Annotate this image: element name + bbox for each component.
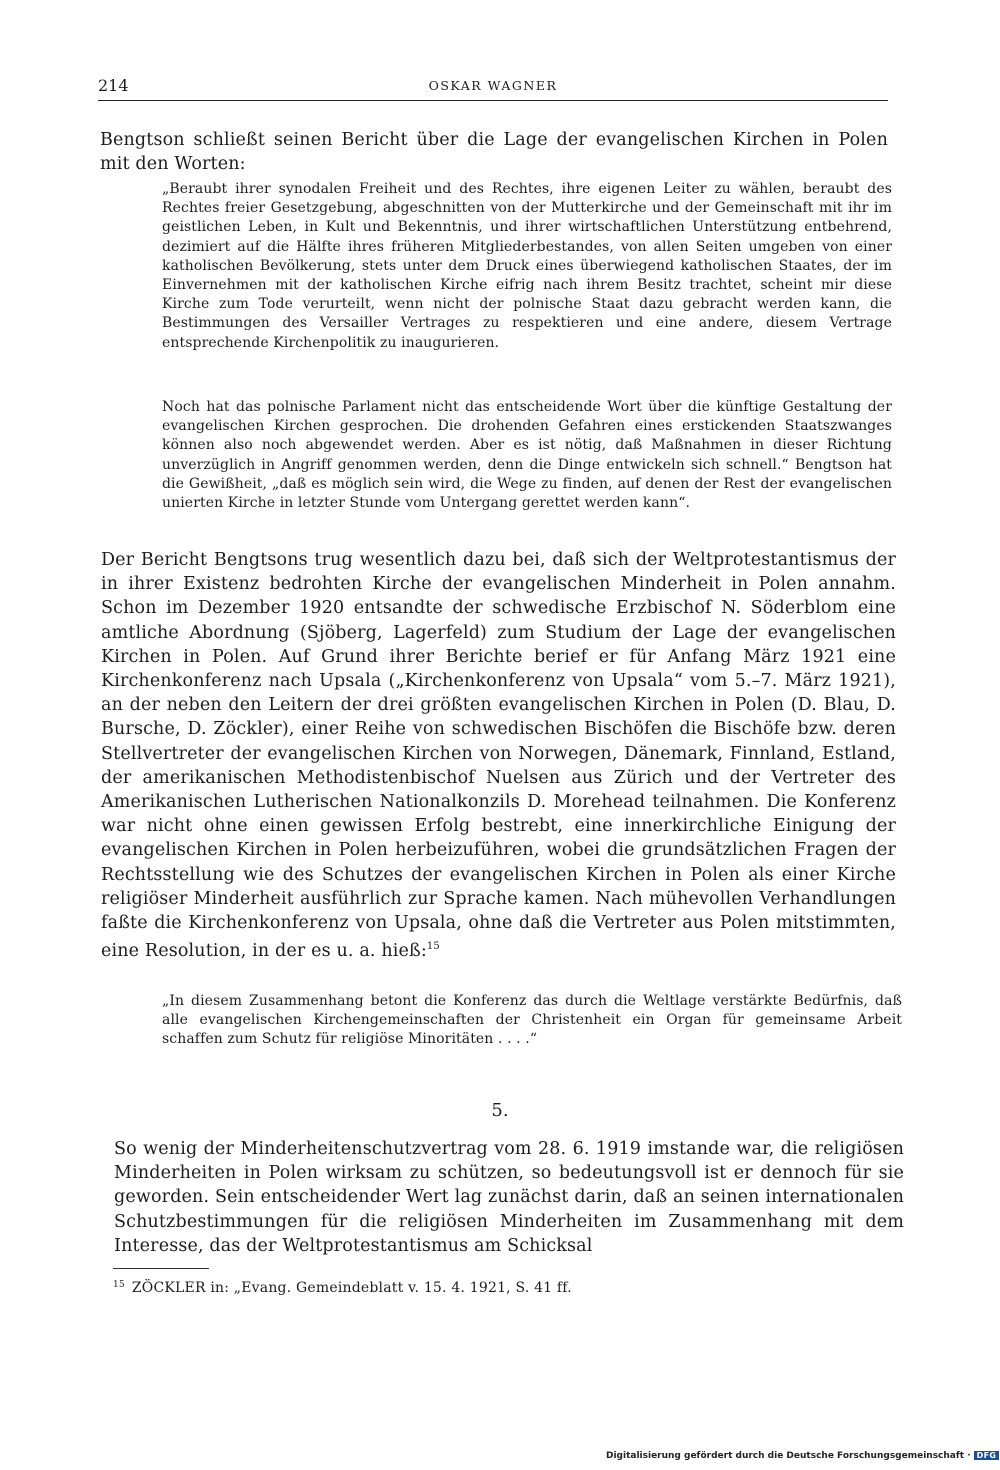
footnote-reference: 15 [426, 941, 440, 953]
credit-text: Digitalisierung gefördert durch die Deutsche Forschungsgemeinschaft · [606, 1451, 971, 1461]
block-quote-bengtson-2: Noch hat das polnische Parlament nicht das entscheidende Wort über die künftige Gestaltung der evangelischen Kirchen gesprochen. Die drohenden Gefahren eines erstickenden Staatszwanges können also noch abgewendet werden. Aber es ist nötig, daß Maßnahmen in dieser Richtung unverzüglich in Angriff genommen werden, denn die Dinge entwickeln sich schnell.“ Bengtson hat die Gewißheit, „daß es möglich sein wird, die Wege zu finden, auf denen der Rest der evangelischen unierten Kirche in letzter Stunde vom Untergang gerettet werden kann“. [162, 399, 892, 512]
block-quote-bengtson-1: „Beraubt ihrer synodalen Freiheit und des Rechtes, ihre eigenen Leiter zu wählen, beraubt des Rechtes freier Gesetzgebung, abgeschnitten von der Mutterkirche und der Gemeinschaft mit ihr im geistlichen Leben, in Kult und Bekenntnis, und ihrer wirtschaftlichen Unterstützung entbehrend, dezimiert auf die Hälfte ihres früheren Mitgliederbestandes, von allen Seiten umgeben von einer katholischen Bevölkerung, stets unter dem Druck eines überwiegend katholischen Staates, der im Einvernehmen mit der katholischen Kirche eifrig nach ihrem Besitz trachtet, scheint mir diese Kirche zum Tode verurteilt, wenn nicht der polnische Staat dazu gebracht werden kann, die Bestimmungen des Versailler Vertrages zu respektieren und eine andere, diesem Vertrage entsprechende Kirchenpolitik zu inaugurieren. [162, 181, 892, 351]
digitization-credit [606, 1451, 999, 1461]
footnote-text: ZÖCKLER in: „Evang. Gemeindeblatt v. 15. 4. 1921, S. 41 ff. [131, 1280, 572, 1296]
main-paragraph [101, 548, 896, 963]
section-number: 5. [491, 1100, 509, 1121]
intro-paragraph: Bengtson schließt seinen Bericht über die Lage der evangelischen Kirchen in Polen mit den Worten: [100, 130, 888, 175]
page-header [98, 74, 888, 101]
running-head: OSKAR WAGNER [428, 78, 558, 93]
footnote-number: 15 [113, 1280, 125, 1290]
page-number: 214 [98, 76, 129, 95]
main-paragraph-text: Der Bericht Bengtsons trug wesentlich dazu bei, daß sich der Weltprotestantismus der in ihrer Existenz bedrohten Kirche der evangelischen Minderheit in Polen annahm. Schon im Dezember 1920 entsandte der schwedische Erzbischof N. Söderblom eine amtliche Abordnung (Sjöberg, Lagerfeld) zum Studium der Lage der evangelischen Kirchen in Polen. Auf Grund ihrer Berichte berief er für Anfang März 1921 eine Kirchenkonferenz nach Upsala („Kirchenkonferenz von Upsala“ vom 5.–7. März 1921), an der neben den Leitern der drei größten evangelischen Kirchen in Polen (D. Blau, D. Bursche, D. Zöckler), einer Reihe von schwedischen Bischöfen die Bischöfe bzw. deren Stellvertreter der evangelischen Kirchen von Norwegen, Dänemark, Finnland, Estland, der amerikanischen Methodistenbischof Nuelsen aus Zürich und der Vertreter des Amerikanischen Lutherischen Nationalkonzils D. Morehead teilnahmen. Die Konferenz war nicht ohne einen gewissen Erfolg bestrebt, eine innerkirchliche Einigung der evangelischen Kirchen in Polen herbeizuführen, wobei die grundsätzlichen Fragen der Rechtsstellung wie des Schutzes der evangelischen Kirchen in Polen als einer Kirche religiöser Minderheit ausführlich zur Sprache kamen. Nach mühevollen Verhandlungen faßte die Kirchenkonferenz von Upsala, ohne daß die Vertreter aus Polen mitstimmten, eine Resolution, in der es u. a. hieß: [101, 550, 896, 962]
section-5-paragraph: So wenig der Minderheitenschutzvertrag vom 28. 6. 1919 imstande war, die religiösen Minderheiten in Polen wirksam zu schützen, so bedeutungsvoll ist er dennoch für sie geworden. Sein entscheidender Wert lag zunächst darin, daß an seinen internationalen Schutzbestimmungen für die religiösen Minderheiten im Zusammenhang mit dem Interesse, das der Weltprotestantismus am Schicksal [114, 1139, 904, 1256]
block-quote-resolution: „In diesem Zusammenhang betont die Konferenz das durch die Weltlage verstärkte Bedürfnis, daß alle evangelischen Kirchengemeinschaften der Christenheit ein Organ für gemeinsame Arbeit schaffen zum Schutz für religiöse Minoritäten . . . .“ [162, 993, 902, 1048]
footnote [113, 1280, 572, 1296]
dfg-logo: DFG [974, 1451, 1000, 1460]
footnote-divider [113, 1268, 209, 1269]
